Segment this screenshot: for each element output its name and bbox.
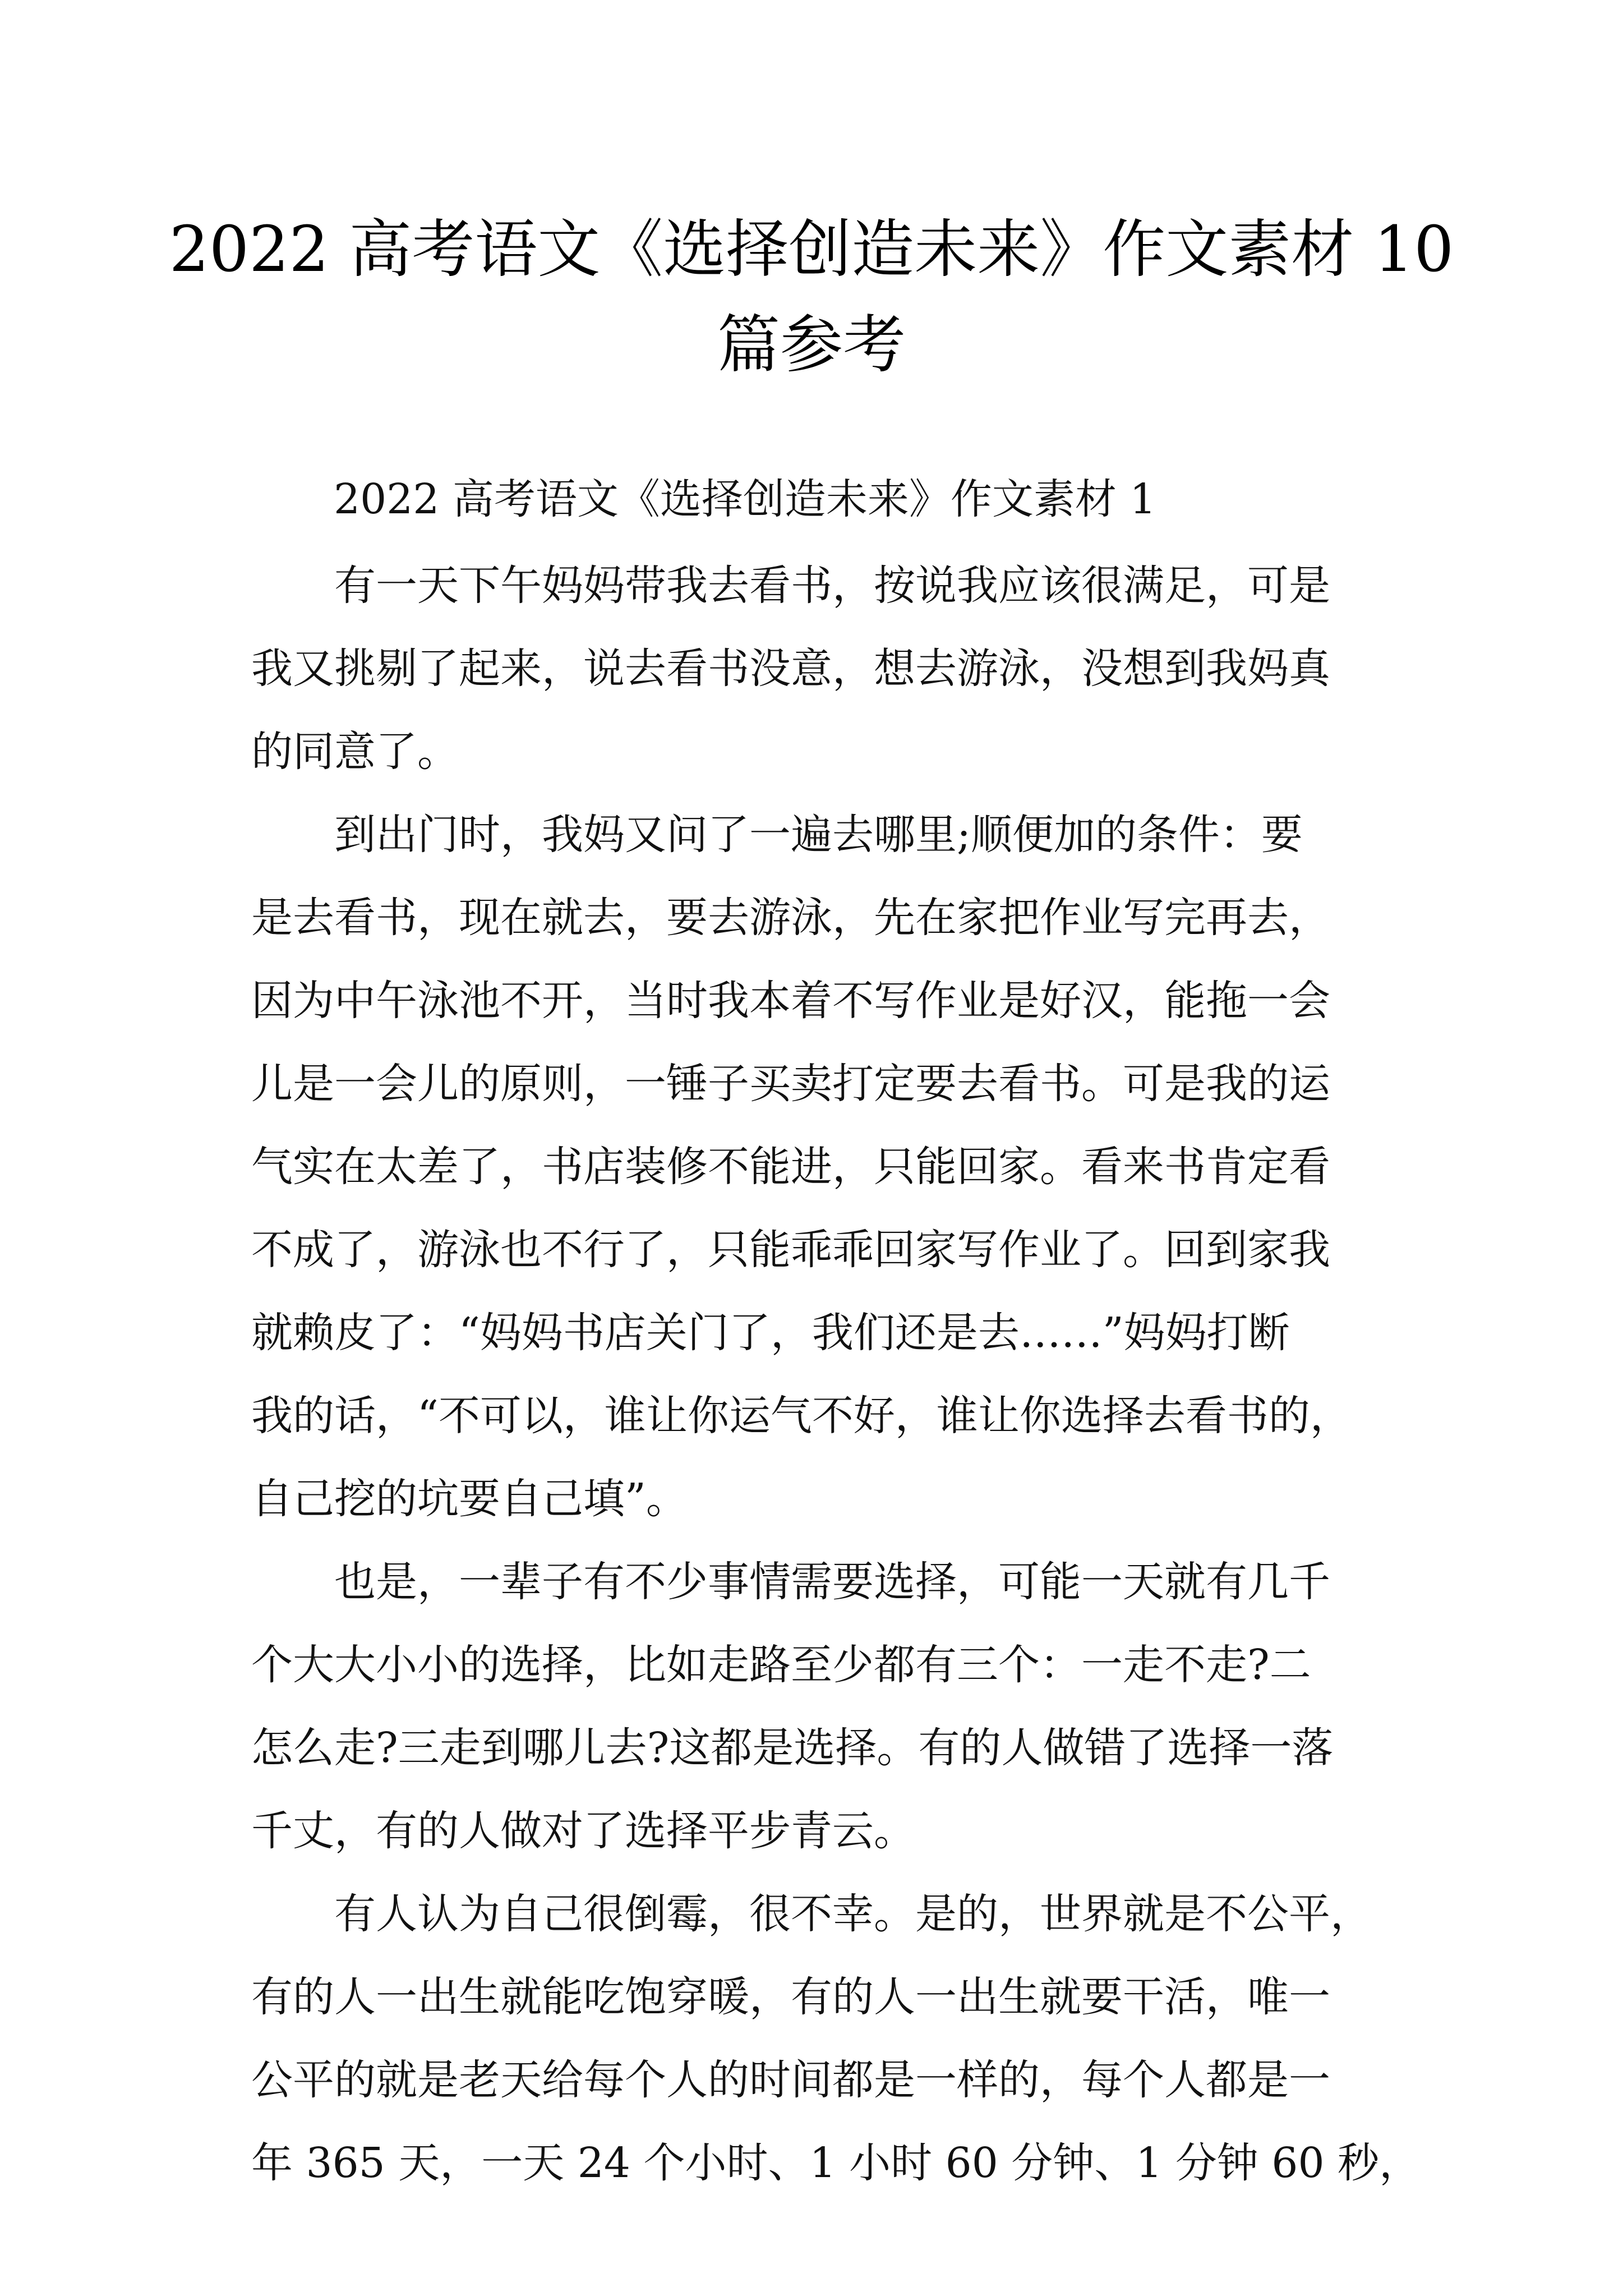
text-line: 就赖皮了：“妈妈书店关门了，我们还是去……”妈妈打断 — [251, 1309, 1290, 1357]
text-line: 到出门时，我妈又问了一遍去哪里;顺便加的条件：要 — [334, 811, 1303, 859]
section-heading: 2022 高考语文《选择创造未来》作文素材 1 — [334, 475, 1156, 523]
document-body — [251, 544, 1421, 2205]
text-line: 有的人一出生就能吃饱穿暖，有的人一出生就要干活，唯一 — [251, 1973, 1330, 2021]
paragraph-1 — [251, 544, 1395, 793]
text-line: 我的话，“不可以，谁让你运气不好，谁让你选择去看书的， — [251, 1392, 1352, 1440]
text-line: 不成了，游泳也不行了，只能乖乖回家写作业了。回到家我 — [251, 1226, 1330, 1274]
title-line-2: 篇参考 — [717, 309, 906, 381]
paragraph-3 — [251, 1540, 1395, 1872]
text-line: 年 365 天，一天 24 个小时、1 小时 60 分钟、1 分钟 60 秒， — [251, 2139, 1421, 2187]
text-line: 自己挖的坑要自己填”。 — [251, 1475, 688, 1523]
text-line: 有人认为自己很倒霉，很不幸。是的，世界就是不公平， — [334, 1890, 1372, 1938]
text-line: 个大大小小的选择，比如走路至少都有三个：一走不走?二 — [251, 1641, 1311, 1689]
paragraph-2 — [251, 793, 1395, 1540]
title-line-1: 2022 高考语文《选择创造未来》作文素材 10 — [169, 213, 1454, 286]
text-line: 公平的就是老天给每个人的时间都是一样的，每个人都是一 — [251, 2056, 1330, 2104]
text-line: 我又挑剔了起来，说去看书没意，想去游泳，没想到我妈真 — [251, 645, 1330, 693]
text-line: 因为中午泳池不开，当时我本着不写作业是好汉，能拖一会 — [251, 977, 1330, 1025]
document-title — [168, 202, 1455, 393]
text-line: 是去看书，现在就去，要去游泳，先在家把作业写完再去， — [251, 894, 1330, 942]
text-line: 千丈，有的人做对了选择平步青云。 — [251, 1807, 915, 1855]
text-line: 气实在太差了，书店装修不能进，只能回家。看来书肯定看 — [251, 1143, 1330, 1191]
paragraph-4 — [251, 1872, 1421, 2205]
text-line: 怎么走?三走到哪儿去?这都是选择。有的人做错了选择一落 — [251, 1724, 1334, 1772]
text-line: 有一天下午妈妈带我去看书，按说我应该很满足，可是 — [334, 562, 1330, 610]
text-line: 的同意了。 — [251, 728, 459, 776]
text-line: 儿是一会儿的原则，一锤子买卖打定要去看书。可是我的运 — [251, 1060, 1330, 1108]
text-line: 也是，一辈子有不少事情需要选择，可能一天就有几千 — [334, 1558, 1330, 1606]
